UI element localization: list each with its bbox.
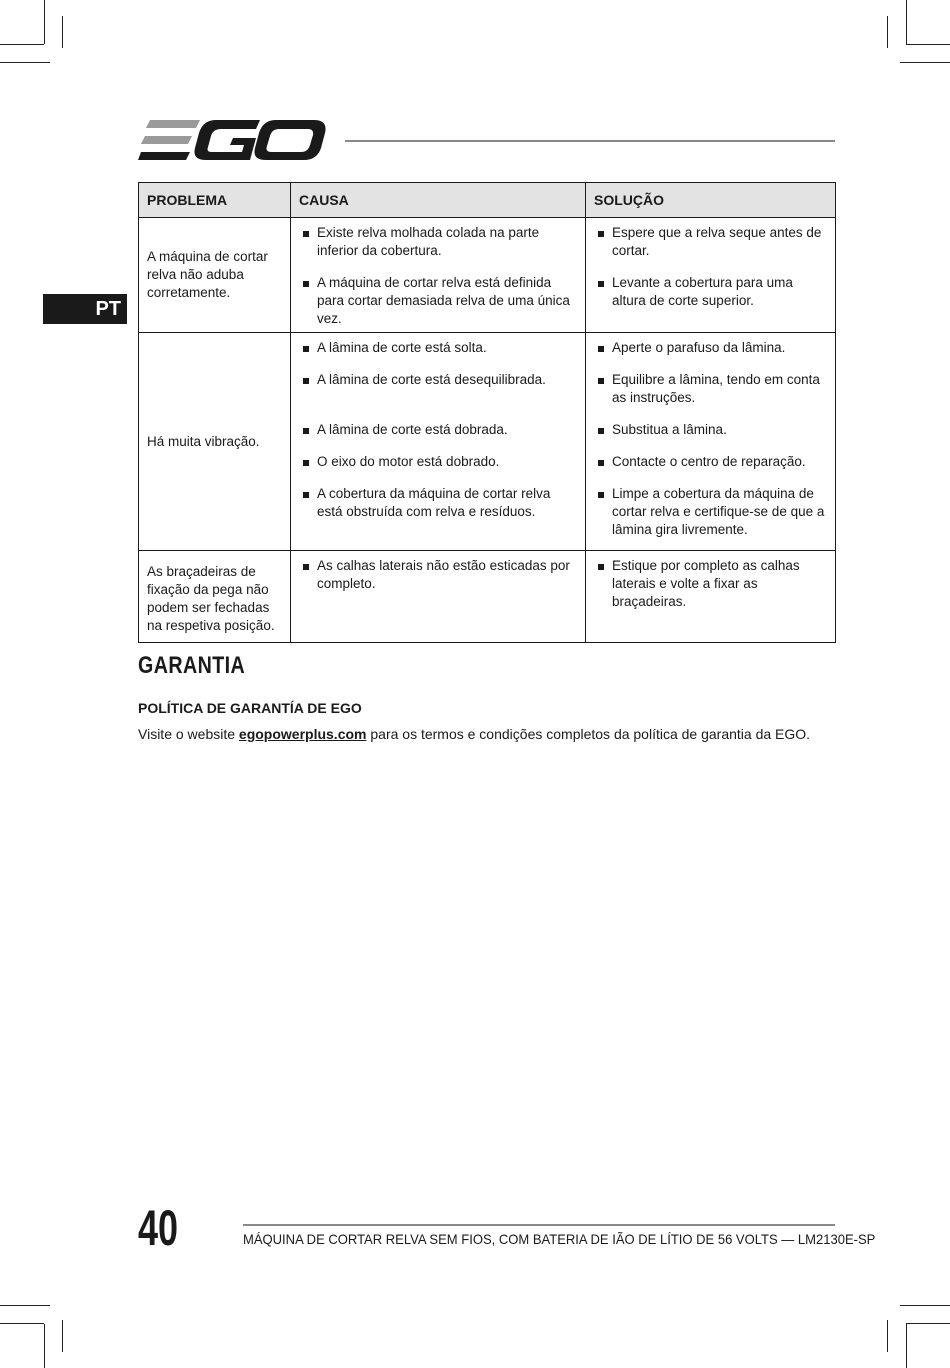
warranty-text-before: Visite o website <box>138 726 239 742</box>
cause-cell <box>291 333 586 551</box>
cause-item: A máquina de cortar relva está definida para cortar demasiada relva de uma única vez. <box>301 274 577 328</box>
crop-mark <box>900 1305 950 1306</box>
table-row <box>139 333 836 551</box>
crop-mark <box>900 62 950 63</box>
crop-mark <box>44 0 45 44</box>
solution-item: Limpe a cobertura da máquina de cortar relva e certifique-se de que a lâmina gira livremente. <box>596 485 827 539</box>
column-header-cause: CAUSA <box>291 183 586 218</box>
cause-item: A lâmina de corte está desequilibrada. <box>301 371 577 389</box>
crop-mark <box>0 1305 50 1306</box>
problem-cell: As braçadeiras de fixação da pega não podem ser fechadas na respetiva posição. <box>139 551 291 643</box>
cause-item: A lâmina de corte está dobrada. <box>301 421 577 439</box>
section-title: GARANTIA <box>138 652 246 679</box>
cause-item: A lâmina de corte está solta. <box>301 339 577 357</box>
header-rule <box>345 140 835 142</box>
cause-cell <box>291 218 586 333</box>
solution-cell <box>586 218 836 333</box>
crop-mark <box>44 1324 45 1368</box>
footer-rule <box>243 1224 835 1226</box>
crop-mark <box>906 0 907 44</box>
cause-item: O eixo do motor está dobrado. <box>301 453 577 471</box>
solution-item: Estique por completo as calhas laterais e volte a fixar as braçadeiras. <box>596 557 827 611</box>
solution-item: Aperte o parafuso da lâmina. <box>596 339 827 357</box>
crop-mark <box>906 1323 950 1324</box>
page-number: 40 <box>138 1200 179 1256</box>
troubleshooting-table <box>138 182 836 643</box>
crop-mark <box>906 44 950 45</box>
solution-item: Contacte o centro de reparação. <box>596 453 827 471</box>
solution-item: Espere que a relva seque antes de cortar. <box>596 224 827 260</box>
solution-cell <box>586 333 836 551</box>
crop-mark <box>887 16 888 48</box>
table-header-row <box>139 183 836 218</box>
website-link[interactable]: egopowerplus.com <box>238 726 367 742</box>
crop-mark <box>0 62 50 63</box>
crop-mark <box>887 1320 888 1352</box>
problem-cell: A máquina de cortar relva não aduba corretamente. <box>139 218 291 333</box>
solution-item: Levante a cobertura para uma altura de corte superior. <box>596 274 827 310</box>
cause-item: As calhas laterais não estão esticadas por completo. <box>301 557 577 593</box>
crop-mark <box>0 1323 44 1324</box>
crop-mark <box>906 1324 907 1368</box>
table-row <box>139 551 836 643</box>
language-tab: PT <box>43 294 127 324</box>
warranty-paragraph <box>138 726 810 742</box>
warranty-text-after: para os termos e condições completos da política de garantia da EGO. <box>366 726 811 742</box>
column-header-problem: PROBLEMA <box>139 183 291 218</box>
crop-mark <box>0 44 44 45</box>
footer-text: MÁQUINA DE CORTAR RELVA SEM FIOS, COM BATERIA DE IÃO DE LÍTIO DE 56 VOLTS — LM2130E-SP <box>243 1231 876 1247</box>
crop-mark <box>62 16 63 48</box>
section-subtitle: POLÍTICA DE GARANTÍA DE EGO <box>138 700 362 716</box>
cause-item: Existe relva molhada colada na parte inferior da cobertura. <box>301 224 577 260</box>
crop-mark <box>62 1320 63 1352</box>
solution-item: Substitua a lâmina. <box>596 421 827 439</box>
solution-item: Equilibre a lâmina, tendo em conta as instruções. <box>596 371 827 407</box>
table-row <box>139 218 836 333</box>
solution-cell <box>586 551 836 643</box>
column-header-solution: SOLUÇÃO <box>586 183 836 218</box>
problem-cell: Há muita vibração. <box>139 333 291 551</box>
cause-item: A cobertura da máquina de cortar relva está obstruída com relva e resíduos. <box>301 485 577 521</box>
ego-logo <box>138 118 328 162</box>
cause-cell <box>291 551 586 643</box>
